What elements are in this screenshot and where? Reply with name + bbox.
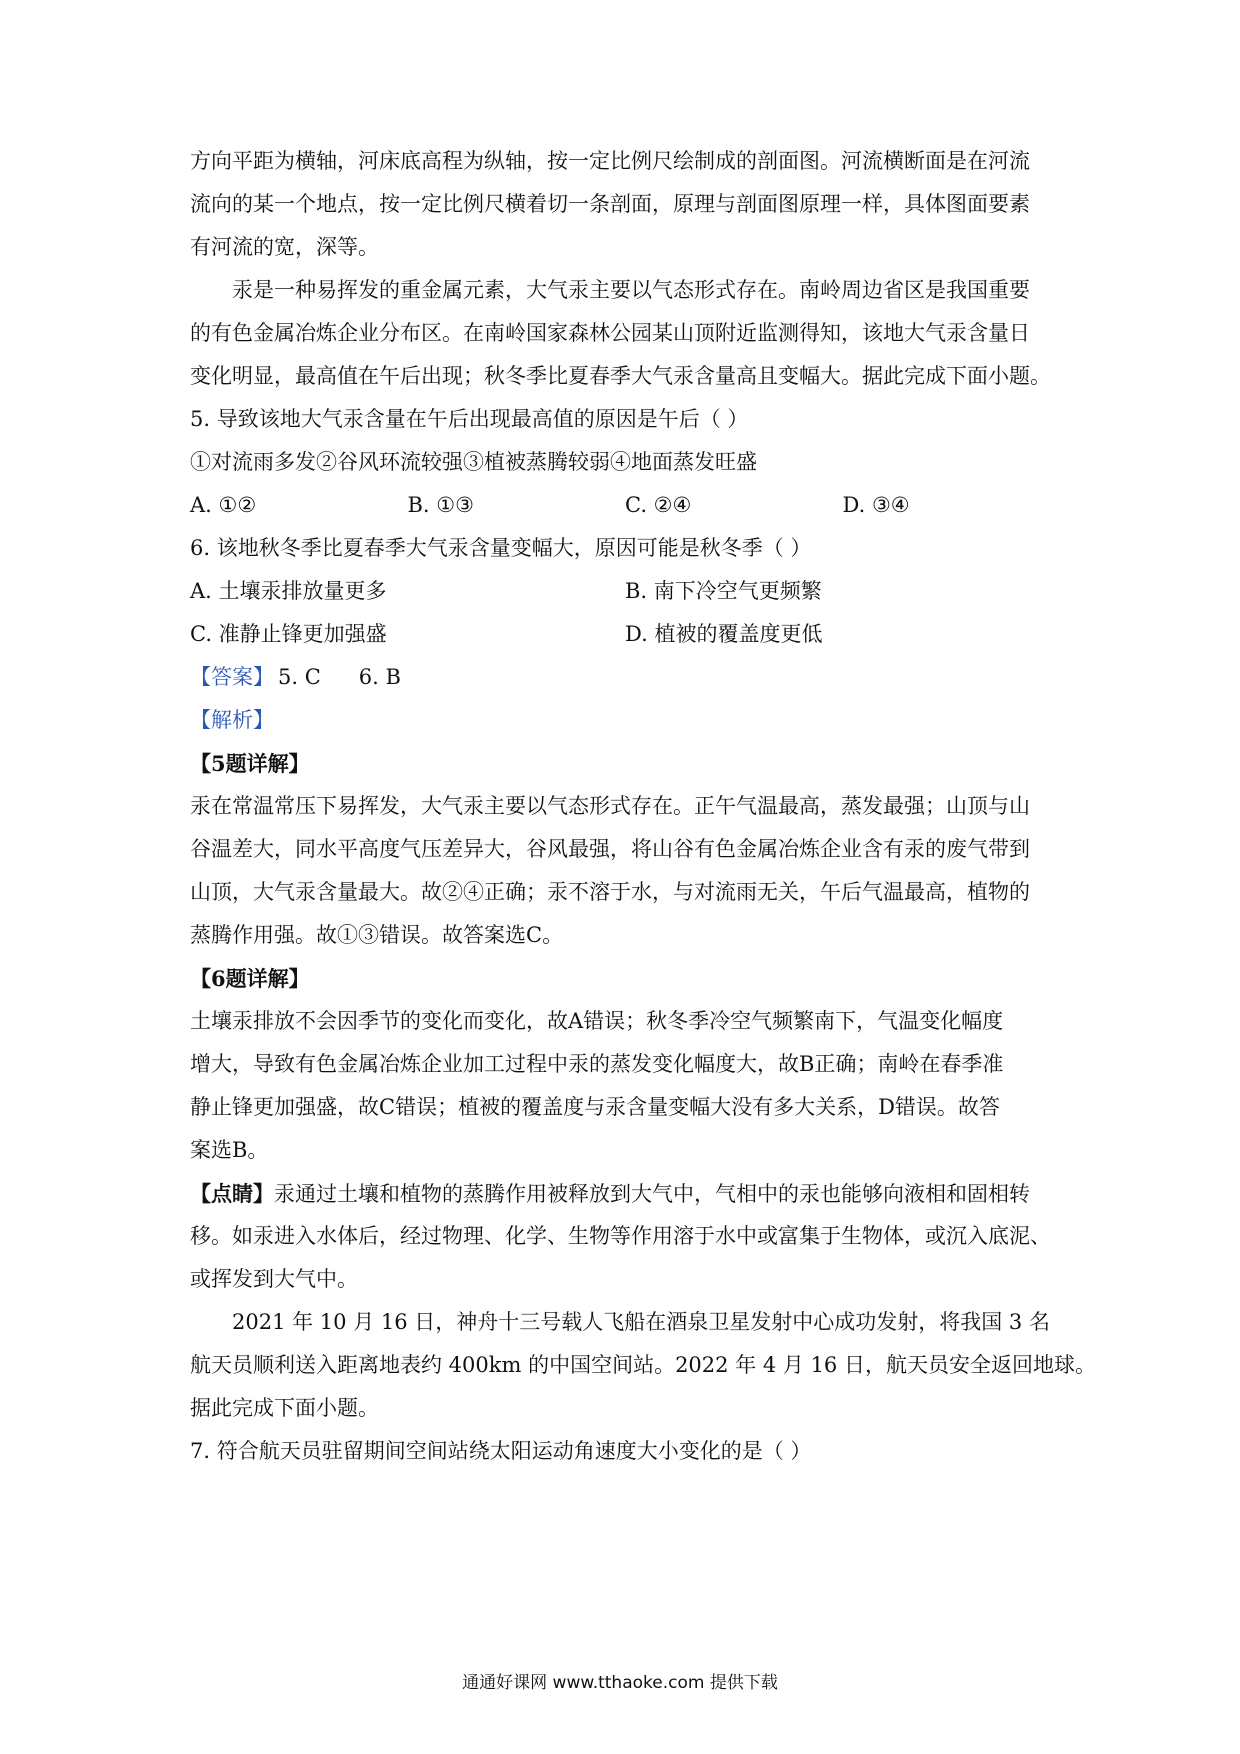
detail-5-line-2: 谷温差大，同水平高度气压差异大，谷风最强，将山谷有色金属冶炼企业含有汞的废气带到 <box>190 837 1030 861</box>
passage1-line-3: 变化明显，最高值在午后出现；秋冬季比夏春季大气汞含量高且变幅大。据此完成下面小题。 <box>190 364 1051 388</box>
detail-5-line-3: 山顶，大气汞含量最大。故②④正确；汞不溶于水，与对流雨无关，午后气温最高，植物的 <box>190 880 1030 904</box>
question-5-options <box>190 484 1060 527</box>
intro-line-1: 方向平距为横轴，河床底高程为纵轴，按一定比例尺绘制成的剖面图。河流横断面是在河流 <box>190 149 1030 173</box>
answer-label: 【答案】 <box>190 665 274 689</box>
detail-6-line-2: 增大，导致有色金属冶炼企业加工过程中汞的蒸发变化幅度大，故B正确；南岭在春季准 <box>190 1052 1004 1076</box>
passage2-line-3: 据此完成下面小题。 <box>190 1396 379 1420</box>
question-7-stem: 7. 符合航天员驻留期间空间站绕太阳运动角速度大小变化的是（ ） <box>190 1439 812 1463</box>
detail-6-line-1: 土壤汞排放不会因季节的变化而变化，故A错误；秋冬季冷空气频繁南下，气温变化幅度 <box>190 1009 1004 1033</box>
detail-5-label: 【5题详解】 <box>190 751 310 776</box>
detail-6-line-3: 静止锋更加强盛，故C错误；植被的覆盖度与汞含量变幅大没有多大关系，D错误。故答 <box>190 1095 1000 1119</box>
document-body <box>190 140 1096 1473</box>
answer-6: 6. B <box>358 665 401 689</box>
point-label: 【点睛】 <box>190 1181 274 1206</box>
detail-5-line-4: 蒸腾作用强。故①③错误。故答案选C。 <box>190 923 564 947</box>
question-5-items: ①对流雨多发②谷风环流较强③植被蒸腾较弱④地面蒸发旺盛 <box>190 450 757 474</box>
point-line-1 <box>190 1172 1060 1215</box>
point-text: 汞通过土壤和植物的蒸腾作用被释放到大气中，气相中的汞也能够向液相和固相转 <box>274 1182 1030 1206</box>
point-line-2: 移。如汞进入水体后，经过物理、化学、生物等作用溶于水中或富集于生物体，或沉入底泥、 <box>190 1224 1051 1248</box>
option-a: A. ①② <box>190 493 257 517</box>
detail-6-line-4: 案选B。 <box>190 1138 269 1162</box>
answer-5: 5. C <box>278 665 321 689</box>
option-c: C. 准静止锋更加强盛 <box>190 622 387 646</box>
detail-6-label: 【6题详解】 <box>190 966 310 991</box>
passage1-line-1: 汞是一种易挥发的重金属元素，大气汞主要以气态形式存在。南岭周边省区是我国重要 <box>232 278 1030 302</box>
analysis-label: 【解析】 <box>190 708 274 732</box>
page-footer: 通通好课网 www.tthaoke.com 提供下载 <box>462 1673 778 1693</box>
intro-line-3: 有河流的宽，深等。 <box>190 235 379 259</box>
passage2-line-1: 2021 年 10 月 16 日，神舟十三号载人飞船在酒泉卫星发射中心成功发射，将我国 3 名 <box>232 1310 1050 1334</box>
option-b: B. 南下冷空气更频繁 <box>625 579 822 603</box>
passage1-line-2: 的有色金属冶炼企业分布区。在南岭国家森林公园某山顶附近监测得知，该地大气汞含量日 <box>190 321 1030 345</box>
option-c: C. ②④ <box>625 493 692 517</box>
option-d: D. 植被的覆盖度更低 <box>625 622 823 646</box>
passage2-line-2: 航天员顺利送入距离地表约 400km 的中国空间站。2022 年 4 月 16 日，航天员安全返回地球。 <box>190 1353 1096 1377</box>
answer-line <box>190 656 1060 699</box>
question-5-stem: 5. 导致该地大气汞含量在午后出现最高值的原因是午后（ ） <box>190 407 749 431</box>
option-a: A. 土壤汞排放量更多 <box>190 579 387 603</box>
question-6-options-row-1 <box>190 570 1060 613</box>
option-d: D. ③④ <box>842 493 910 517</box>
question-6-options-row-2 <box>190 613 1060 656</box>
point-line-3: 或挥发到大气中。 <box>190 1267 358 1291</box>
option-b: B. ①③ <box>407 493 474 517</box>
intro-line-2: 流向的某一个地点，按一定比例尺横着切一条剖面，原理与剖面图原理一样，具体图面要素 <box>190 192 1030 216</box>
question-6-stem: 6. 该地秋冬季比夏春季大气汞含量变幅大，原因可能是秋冬季（ ） <box>190 536 812 560</box>
detail-5-line-1: 汞在常温常压下易挥发，大气汞主要以气态形式存在。正午气温最高，蒸发最强；山顶与山 <box>190 794 1030 818</box>
